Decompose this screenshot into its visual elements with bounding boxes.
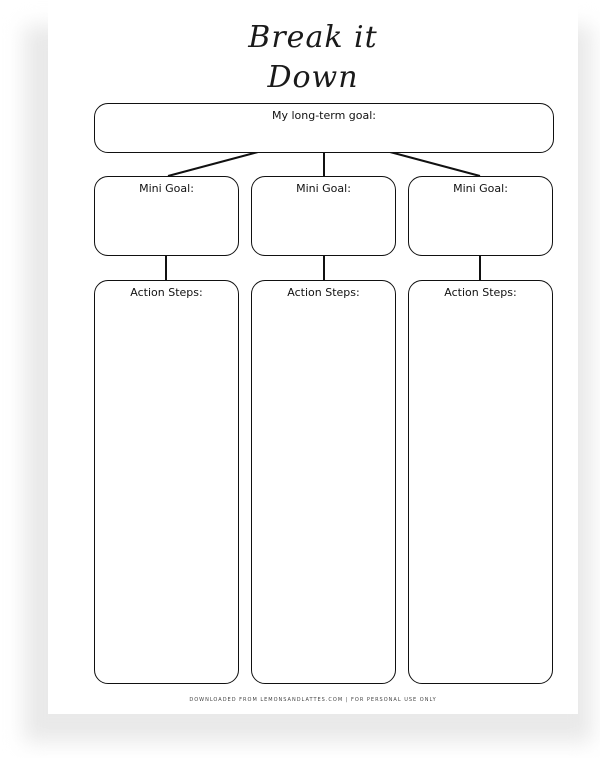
- action-steps-box-2[interactable]: [251, 280, 396, 684]
- action-steps-label: Action Steps:: [287, 286, 360, 299]
- long-term-goal-label: My long-term goal:: [271, 109, 377, 122]
- long-term-goal-box[interactable]: [94, 103, 554, 153]
- action-steps-label: Action Steps:: [130, 286, 203, 299]
- connector-left: [168, 152, 258, 176]
- title-line-1: Break it: [248, 20, 378, 55]
- action-steps-box-1[interactable]: [94, 280, 239, 684]
- action-steps-label: Action Steps:: [444, 286, 517, 299]
- mini-goal-label: Mini Goal:: [296, 182, 351, 195]
- title-line-2: Down: [267, 60, 359, 95]
- mini-goal-label: Mini Goal:: [453, 182, 508, 195]
- action-steps-box-3[interactable]: [408, 280, 553, 684]
- connector-right: [390, 152, 480, 176]
- mini-goal-box-1[interactable]: [94, 176, 239, 256]
- worksheet-page: [48, 0, 578, 714]
- mini-goal-box-3[interactable]: [408, 176, 553, 256]
- footer-credit: DOWNLOADED FROM LEMONSANDLATTES.COM | FOR PERSONAL USE ONLY: [189, 697, 437, 703]
- mini-goal-box-2[interactable]: [251, 176, 396, 256]
- mini-goal-label: Mini Goal:: [139, 182, 194, 195]
